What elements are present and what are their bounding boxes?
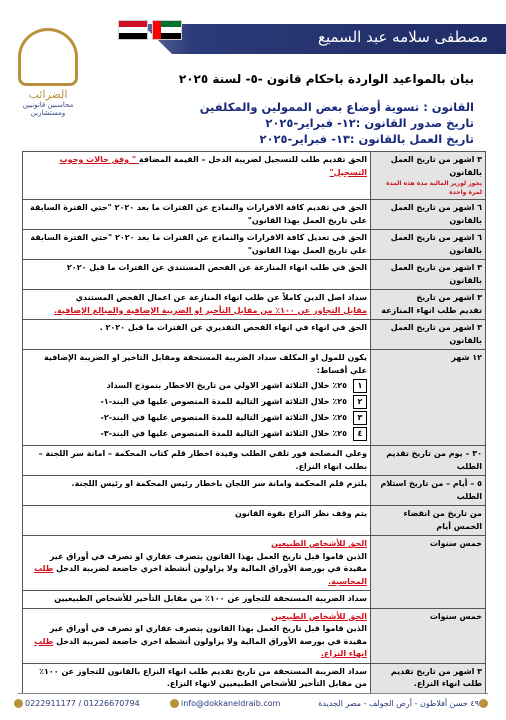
- desc-cell: الحق للأشخاص الطبيعين الذين قاموا قبل تاريخ العمل بهذا القانون بتصرف عقاري او تصرف في أوراق غير مقيدة في بورصة الأوراق المالية ولا يزاولون أنشطة اخري خاضعة لضريبة الدخل طلب المحاسبة.: [23, 536, 371, 591]
- desc-cell: الحق فى تعديل كافة الاقرارات والنماذج عن الفترات ما بعد ٢٠٢٠ "حتي الفترة السابقة علي تاريخ العمل بهذا القانون": [23, 230, 371, 260]
- flags: [118, 20, 182, 40]
- footer-address: ٤٩ حسن أفلاطون - أرض الجولف - مصر الجديدة: [318, 699, 490, 708]
- email-icon: [170, 699, 179, 708]
- phone-icon: [14, 699, 23, 708]
- period-cell: ٣ اشهر من تاريخ العمل بالقانون: [371, 260, 486, 290]
- period-cell: ٣ اشهر من تاريخ تقديم طلب انهاء المنازعة: [371, 290, 486, 320]
- logo-mark-icon: [18, 28, 78, 86]
- deadlines-table: [22, 151, 486, 694]
- desc-cell: سداد الضريبة المستحقة من تاريخ تقديم طلب انهاء النزاع بالقانون للتجاوز عن ١٠٠٪ من مقابل التأخير للأشخاص الطبيعيين لانهاء النزاع.: [23, 663, 371, 693]
- table-row: [23, 446, 486, 476]
- desc-cell: يكون للمول او المكلف سداد الضريبة المستحقة ومقابل التاخير او الضريبة الإضافية علي أقساط: ١ ٢٥٪ خلال الثلاثة اشهر الاولي من تاريخ الاخطار بنموذج السداد ٢ ٢٥٪ خلال الثلاثة اشهر التالية للمدة المنصوص عليها في البند-١- ٣ ٢٥٪ خلال الثلاثة اشهر التالية للمدة المنصوص عليها في البند-٢- ٤ ٢٥٪ خلال الثلاثة اشهر التالية للمدة المنصوص عليها في البند-٣-: [23, 350, 371, 446]
- table-row: [23, 320, 486, 350]
- desc-cell: يلتزم قلم المحكمة وامانة سر اللجان باخطار رئيس المحكمة او رئيس اللجنة.: [23, 476, 371, 506]
- period-cell: خمس سنوات: [371, 608, 486, 663]
- desc-cell: الحق في انهاء في انهاء الفحص التقديري عن الفترات ما قبل ٢٠٢٠ .: [23, 320, 371, 350]
- table-row: [23, 260, 486, 290]
- period-cell: ٣ اشهر من تاريخ العمل بالقانون: [371, 320, 486, 350]
- period-cell: ٦ اشهر من تاريخ العمل بالقانون: [371, 230, 486, 260]
- period-cell: ٥ – أيام – من تاريخ استلام الطلب: [371, 476, 486, 506]
- period-cell: ٦ اشهر من تاريخ العمل بالقانون: [371, 200, 486, 230]
- footer-phones: 0222911177 / 01226670794: [14, 699, 140, 708]
- logo: [10, 28, 86, 128]
- footer-email: info@dokkaneldraib.com: [170, 699, 280, 708]
- footer-divider: [18, 693, 488, 694]
- desc-cell: الحق تقديم طلب للتسجيل لضريبة الدخل – القيمة المضافة " وفق حالات وجوب التسجيل": [23, 152, 371, 200]
- law-issue-date: تاريخ صدور القانون :١٢- فبراير-٢٠٢٥: [265, 116, 474, 130]
- footer: [0, 684, 506, 720]
- table-row: [23, 152, 486, 200]
- desc-cell: الحق للأشخاص الطبيعين الذين قاموا قبل تاريخ العمل بهذا القانون بتصرف عقاري او تصرف في أوراق غير مقيدة في بورصة الأوراق المالية ولا يزاولون أنشطة اخري خاضعة لضريبة الدخل طلب انهاء النزاع.: [23, 608, 371, 663]
- period-cell: ٣٠ – يوم من تاريخ تقديم الطلب: [371, 446, 486, 476]
- desc-cell: الحق في تقديم كافة الاقرارات والنماذج عن الفترات ما بعد ٢٠٢٠ "حتي الفترة السابقة علي تاريخ العمل بهذا القانون": [23, 200, 371, 230]
- period-cell: ٣ اشهر من تاريخ العمل بالقانون يجوز لوزير المالية مدة هذه المدة لمرة واحدة: [371, 152, 486, 200]
- table-row: [23, 506, 486, 536]
- desc-cell: يتم وقف نظر النزاع بقوة القانون: [23, 506, 371, 536]
- location-icon: [479, 699, 488, 708]
- table-row: [23, 476, 486, 506]
- table-row: [23, 200, 486, 230]
- note-text: يجوز لوزير المالية مدة هذه المدة لمرة واحدة: [386, 180, 482, 196]
- installment-item: ١ ٢٥٪ خلال الثلاثة اشهر الاولي من تاريخ الاخطار بنموذج السداد: [26, 379, 367, 393]
- table-row: [23, 350, 486, 446]
- law-effective-date: تاريخ العمل بالقانون :١٣- فبراير-٢٠٢٥: [259, 132, 474, 146]
- law-info: [200, 99, 474, 147]
- table-row: [23, 230, 486, 260]
- uae-flag-icon: [152, 20, 182, 40]
- desc-cell: سداد الضريبة المستحقة للتجاوز عن ١٠٠٪ من مقابل التأخير للأشخاص الطبيعيين: [23, 591, 371, 609]
- document-title: بيان بالمواعيد الواردة باحكام قانون -٥- لسنة ٢٠٢٥: [178, 72, 474, 86]
- table-row: [23, 290, 486, 320]
- installment-item: ٣ ٢٥٪ خلال الثلاثة اشهر التالية للمدة المنصوص عليها في البند-٢-: [26, 411, 367, 425]
- period-cell: خمس سنوات: [371, 536, 486, 609]
- author-name: مصطفى سلامه عبد السميع: [318, 28, 488, 46]
- desc-cell: الحق في طلب انهاء المنازعة عن الفحص المستندي عن الفترات ما قبل ٢٠٢٠: [23, 260, 371, 290]
- installment-item: ٢ ٢٥٪ خلال الثلاثة اشهر التالية للمدة المنصوص عليها في البند-١-: [26, 395, 367, 409]
- egypt-flag-icon: [118, 20, 148, 40]
- desc-cell: سداد اصل الدين كاملاً عن طلب انهاء المنازعة عن اعمال الفحص المستندي مقابل التجاوز عن ١٠٠٪ من مقابل التأخير او الضريبة الإضافية والمبالغ الإضافية.: [23, 290, 371, 320]
- period-cell: ٣ اشهر من تاريخ تقديم طلب انهاء النزاع.: [371, 663, 486, 693]
- table-row: [23, 536, 486, 591]
- logo-subtitle: محاسبين قانونيين ومستشارين: [22, 101, 74, 117]
- logo-name: الضرائب: [28, 88, 68, 101]
- table-row: [23, 608, 486, 663]
- law-name: القانون : تسوية أوضاع بعض الممولين والمكلفين: [199, 100, 474, 114]
- period-cell: من تاريخ من انقضاء الخمس أيام: [371, 506, 486, 536]
- installment-item: ٤ ٢٥٪ خلال الثلاثة اشهر التالية للمدة المنصوص عليها في البند-٣-: [26, 427, 367, 441]
- desc-cell: وعلي المصلحة فور تلقي الطلب وقيدة اخطار قلم كتاب المحكمة – امانة سر اللجنة – بطلب انهاء النزاع.: [23, 446, 371, 476]
- period-cell: ١٢ شهر: [371, 350, 486, 446]
